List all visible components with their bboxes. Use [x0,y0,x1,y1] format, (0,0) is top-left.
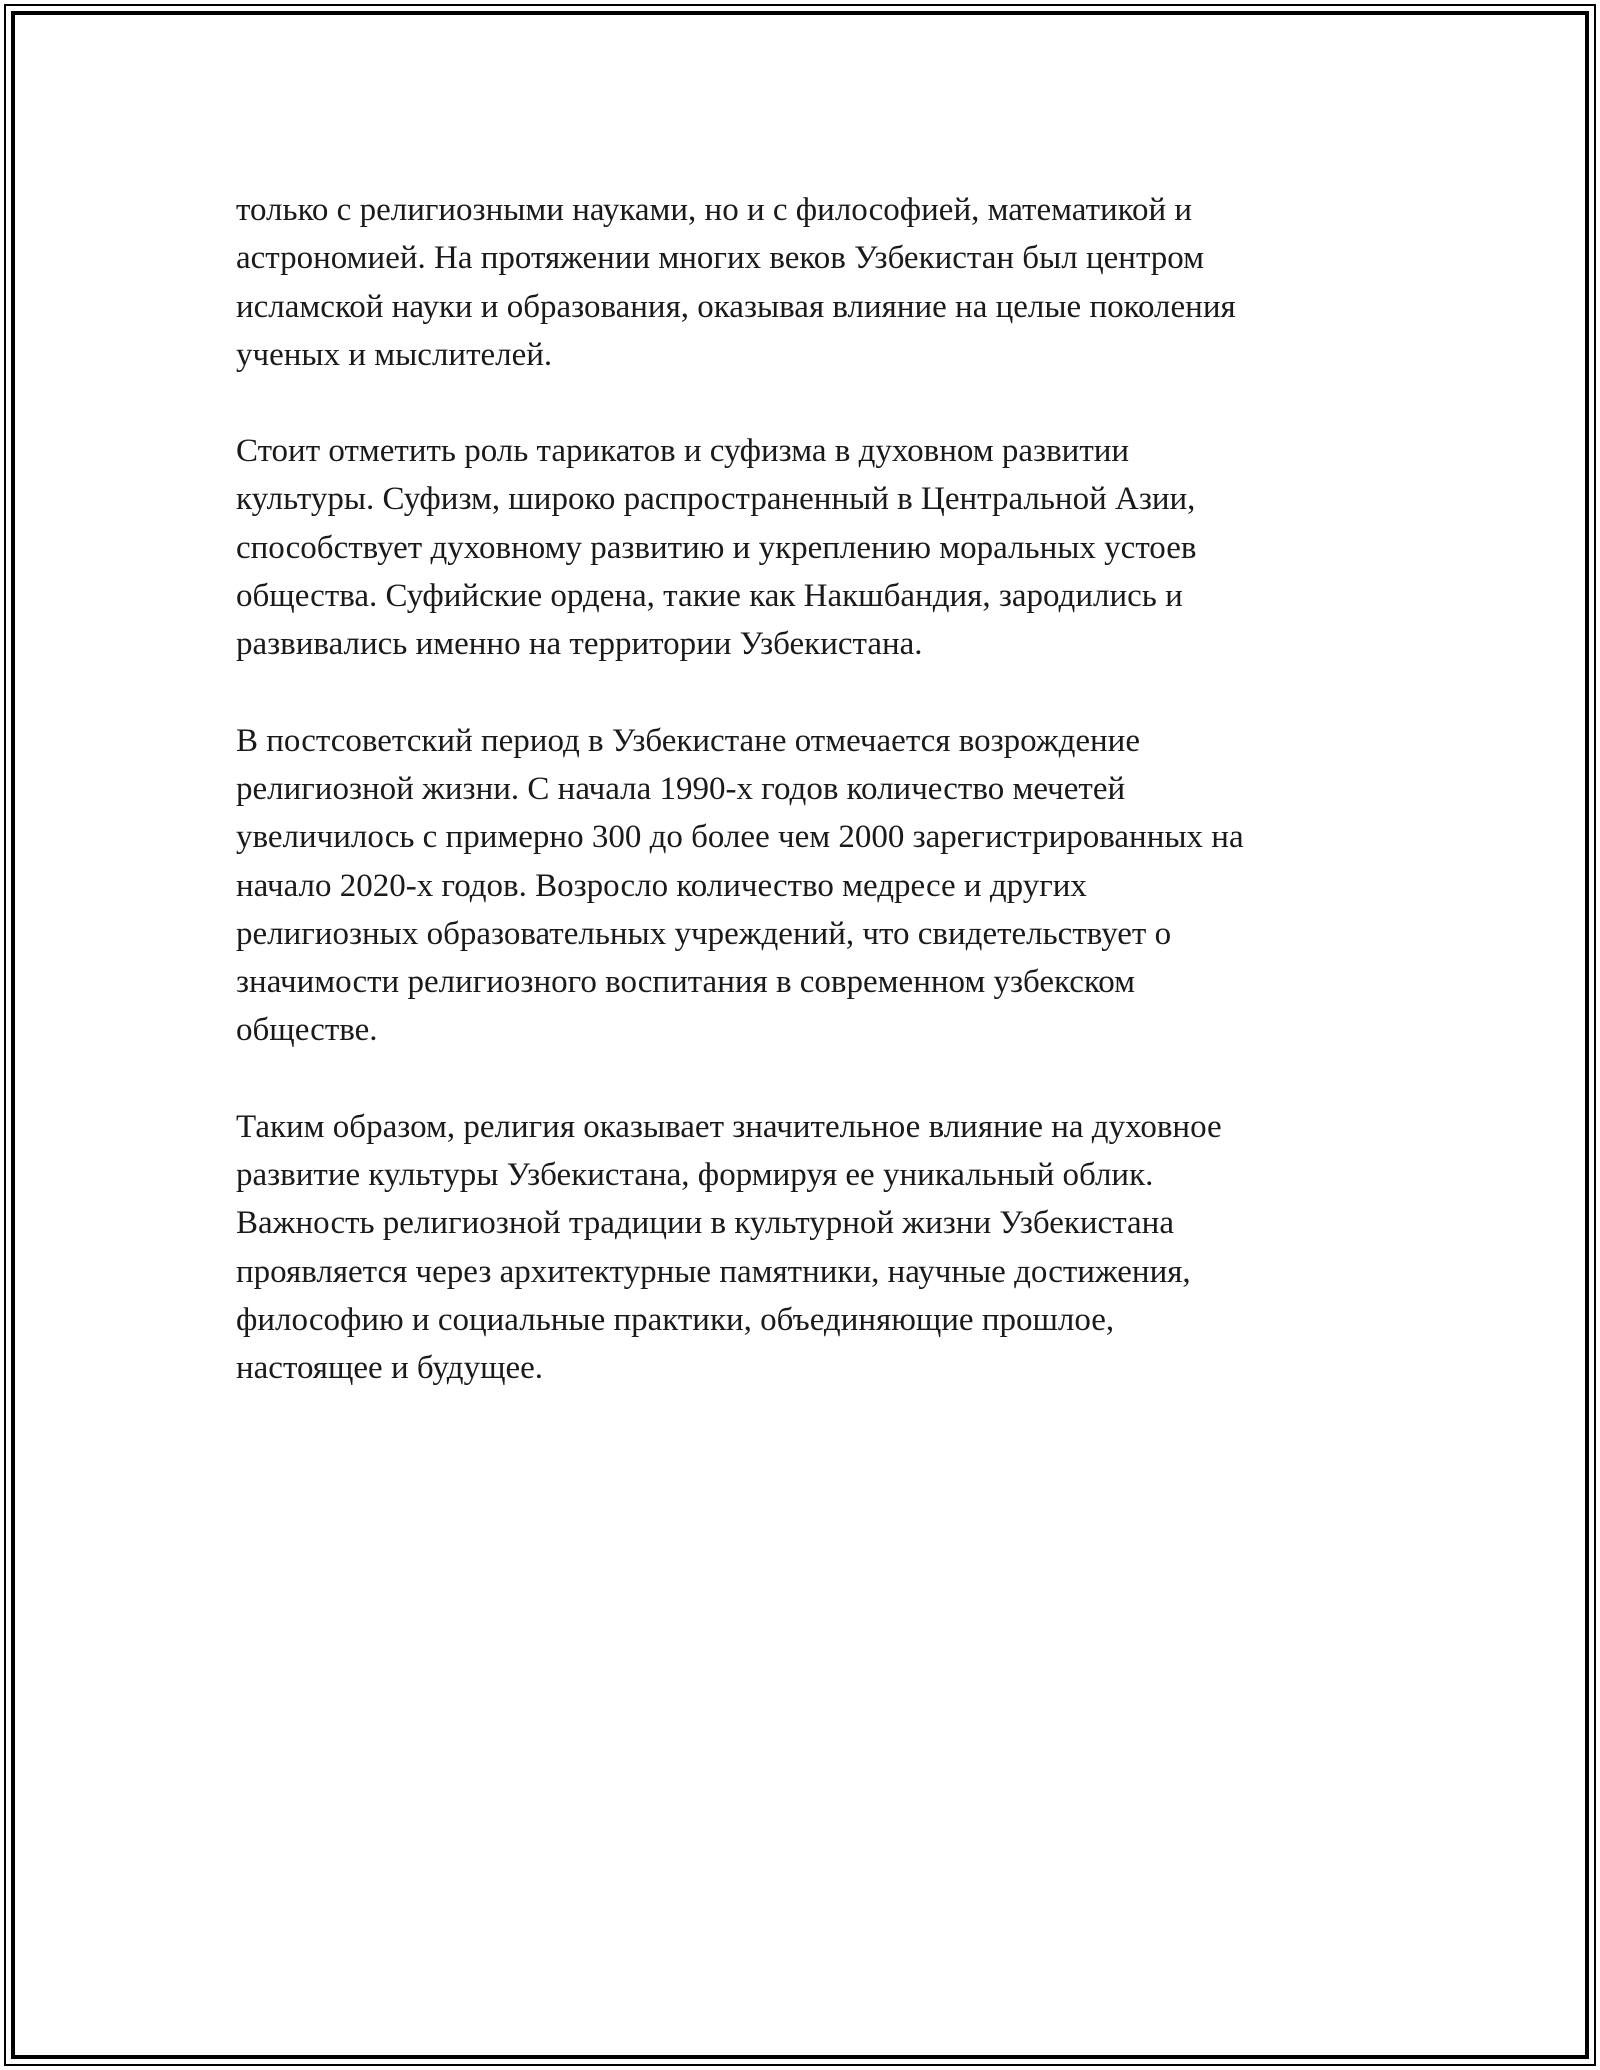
text-line: общества. Суфийские ордена, такие как Накшбандия, зародились и [236,578,1183,615]
paragraph-1 [236,186,1386,379]
text-line: ученых и мыслителей. [236,336,553,373]
text-line: В постсоветский период в Узбекистане отмечается возрождение [236,722,1140,759]
document-body [236,186,1386,1441]
text-line: Стоит отметить роль тарикатов и суфизма в духовном развитии [236,433,1130,470]
paragraph-2 [236,427,1386,668]
text-line: философию и социальные практики, объединяющие прошлое, [236,1301,1115,1338]
text-line: астрономией. На протяжении многих веков Узбекистан был центром [236,240,1205,277]
paragraph-4 [236,1103,1386,1393]
text-line: Важность религиозной традиции в культурной жизни Узбекистана [236,1205,1174,1242]
text-line: развитие культуры Узбекистана, формируя ее уникальный облик. [236,1157,1154,1194]
paragraph-3 [236,717,1386,1055]
text-line: обществе. [236,1012,378,1049]
text-line: начало 2020-х годов. Возросло количество медресе и других [236,867,1087,904]
text-line: Таким образом, религия оказывает значительное влияние на духовное [236,1108,1222,1145]
text-line: увеличилось с примерно 300 до более чем 2000 зарегистрированных на [236,819,1244,856]
text-line: способствует духовному развитию и укреплению моральных устоев [236,529,1197,566]
text-line: проявляется через архитектурные памятники, научные достижения, [236,1253,1191,1290]
text-line: настоящее и будущее. [236,1350,544,1387]
text-line: исламской науки и образования, оказывая влияние на целые поколения [236,288,1236,325]
text-line: развивались именно на территории Узбекистана. [236,626,923,663]
text-line: значимости религиозного воспитания в современном узбекском [236,964,1136,1001]
text-line: культуры. Суфизм, широко распространенный в Центральной Азии, [236,481,1196,518]
text-line: только с религиозными науками, но и с философией, математикой и [236,192,1193,228]
text-line: религиозных образовательных учреждений, что свидетельствует о [236,915,1172,952]
text-line: религиозной жизни. С начала 1990-х годов количество мечетей [236,770,1126,807]
